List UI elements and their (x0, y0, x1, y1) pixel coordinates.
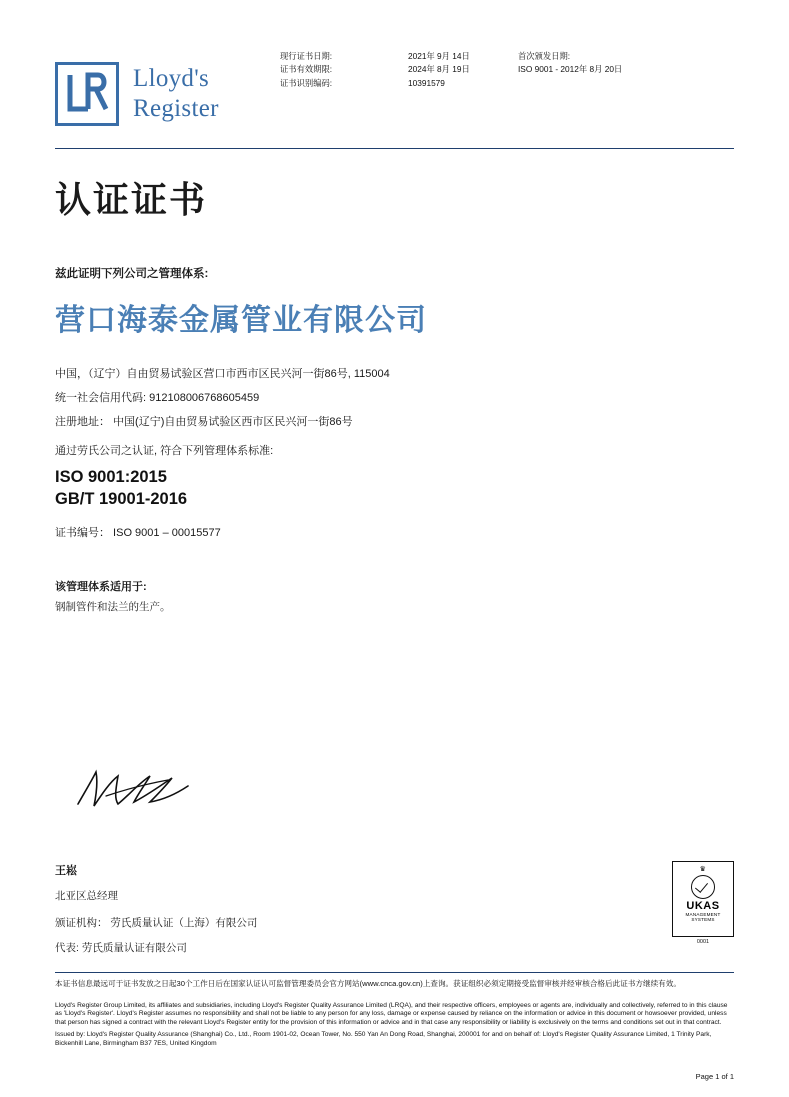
meta-label-identity-code: 证书识别编码: (280, 77, 333, 88)
footer-issued-by-paragraph: Issued by: Lloyd's Register Quality Assurance (Shanghai) Co., Ltd., Room 1901-02, Ocean Tower, No. 550 Yan An Dong Road, Shanghai, 200001 for and on behalf of: Lloyd's Register Quality Assurance Limited, 1 Trinity Park, Bickenhill Lane, Birmingham B37 7ES, United Kingdom (55, 1031, 712, 1047)
ukas-wordmark: UKAS (686, 900, 720, 912)
meta-row-valid-until (280, 63, 750, 76)
representative: 代表: 劳氏质量认证有限公司 (55, 942, 187, 954)
ukas-number: 0001 (696, 939, 710, 945)
meta-label-valid-until: 证书有效期限: (280, 64, 333, 75)
lr-monogram-icon (55, 62, 119, 126)
page-title: 认证证书 (55, 179, 208, 220)
lloyds-register-wordmark (133, 64, 219, 125)
scope-text: 钢制管件和法兰的生产。 (55, 601, 171, 613)
footer-disclaimer-paragraph: Lloyd's Register Group Limited, its affiliates and subsidiaries, including Lloyd's Register Quality Assurance Limited (LRQA), and their respective officers, employees or agents are, individually and collectively, referred to in this clause as 'Lloyd's Register'. Lloyd's Register assumes no responsibility and shall not be liable to any person for any loss, damage or expense caused by reliance on the information or advice in this document or howsoever provided, unless that person has signed a contract with the relevant Lloyd's Register entity for the provision of this information or advice and in that case any responsibility or liability is exclusively on the terms and conditions set out in that contract. (55, 1002, 728, 1026)
meta-label-current-date: 现行证书日期: (280, 51, 333, 61)
certificate-meta (280, 50, 750, 90)
meta-label-first-issue: 首次颁发日期: (518, 51, 571, 61)
footer-english-note (55, 1002, 735, 1052)
page-number: Page 1 of 1 (695, 1072, 734, 1081)
address-line-1: 中国，（辽宁）自由贸易试验区营口市西市区民兴河一街86号, 115004 (55, 368, 390, 380)
standard-gbt19001: GB/T 19001-2016 (55, 490, 188, 508)
meta-value-valid-until: 2024年 8月 19日 (408, 64, 470, 75)
lloyds-register-logo (55, 62, 219, 126)
footer-chinese-note: 本证书信息最远可于证书发放之日起30个工作日后在国家认证认可监督管理委员会官方网站(www.cnca.gov.cn)上查询。获证组织必须定期接受监督审核并经审核合格后此证书方继续有效。 (55, 979, 681, 988)
meta-value-first-issue: ISO 9001 - 2012年 8月 20日 (518, 64, 623, 75)
footer-divider (55, 972, 734, 973)
meta-value-identity-code: 10391579 (408, 77, 445, 88)
registered-address-line: 注册地址： 中国(辽宁)自由贸易试验区西市区民兴河一街86号 (55, 416, 353, 428)
crown-icon: ♛ (699, 866, 707, 873)
signatory-role: 北亚区总经理 (55, 890, 118, 902)
ukas-accreditation-mark (672, 861, 734, 937)
credit-code-line: 统一社会信用代码: 912108006768605459 (55, 392, 260, 404)
document-header (0, 50, 789, 142)
ukas-subtitle-systems: SYSTEMS (691, 917, 715, 923)
issuing-body: 颁证机构： 劳氏质量认证（上海）有限公司 (55, 917, 258, 929)
logo-text-line1: Lloyd's (133, 64, 210, 92)
address-block (55, 362, 390, 434)
handwritten-signature (72, 760, 202, 820)
certificate-number: 证书编号： ISO 9001 – 00015577 (55, 527, 221, 539)
company-name: 营口海泰金属管业有限公司 (55, 304, 427, 337)
scope-heading: 该管理体系适用于: (55, 581, 147, 593)
standards-list (55, 466, 187, 510)
checkmark-icon (691, 875, 715, 899)
logo-text-line2: Register (133, 95, 219, 122)
signatory-name: 王崧 (55, 865, 77, 877)
standard-iso9001: ISO 9001:2015 (55, 468, 167, 486)
meta-row-identity-code (280, 77, 750, 90)
meta-row-current-date (280, 50, 750, 63)
header-divider (55, 148, 734, 149)
ukas-subtitle-management: MANAGEMENT (685, 912, 721, 917)
standards-lead-text: 通过劳氏公司之认证, 符合下列管理体系标准: (55, 445, 274, 457)
meta-value-current-date: 2021年 9月 14日 (408, 51, 470, 61)
intro-text: 兹此证明下列公司之管理体系: (55, 268, 209, 280)
